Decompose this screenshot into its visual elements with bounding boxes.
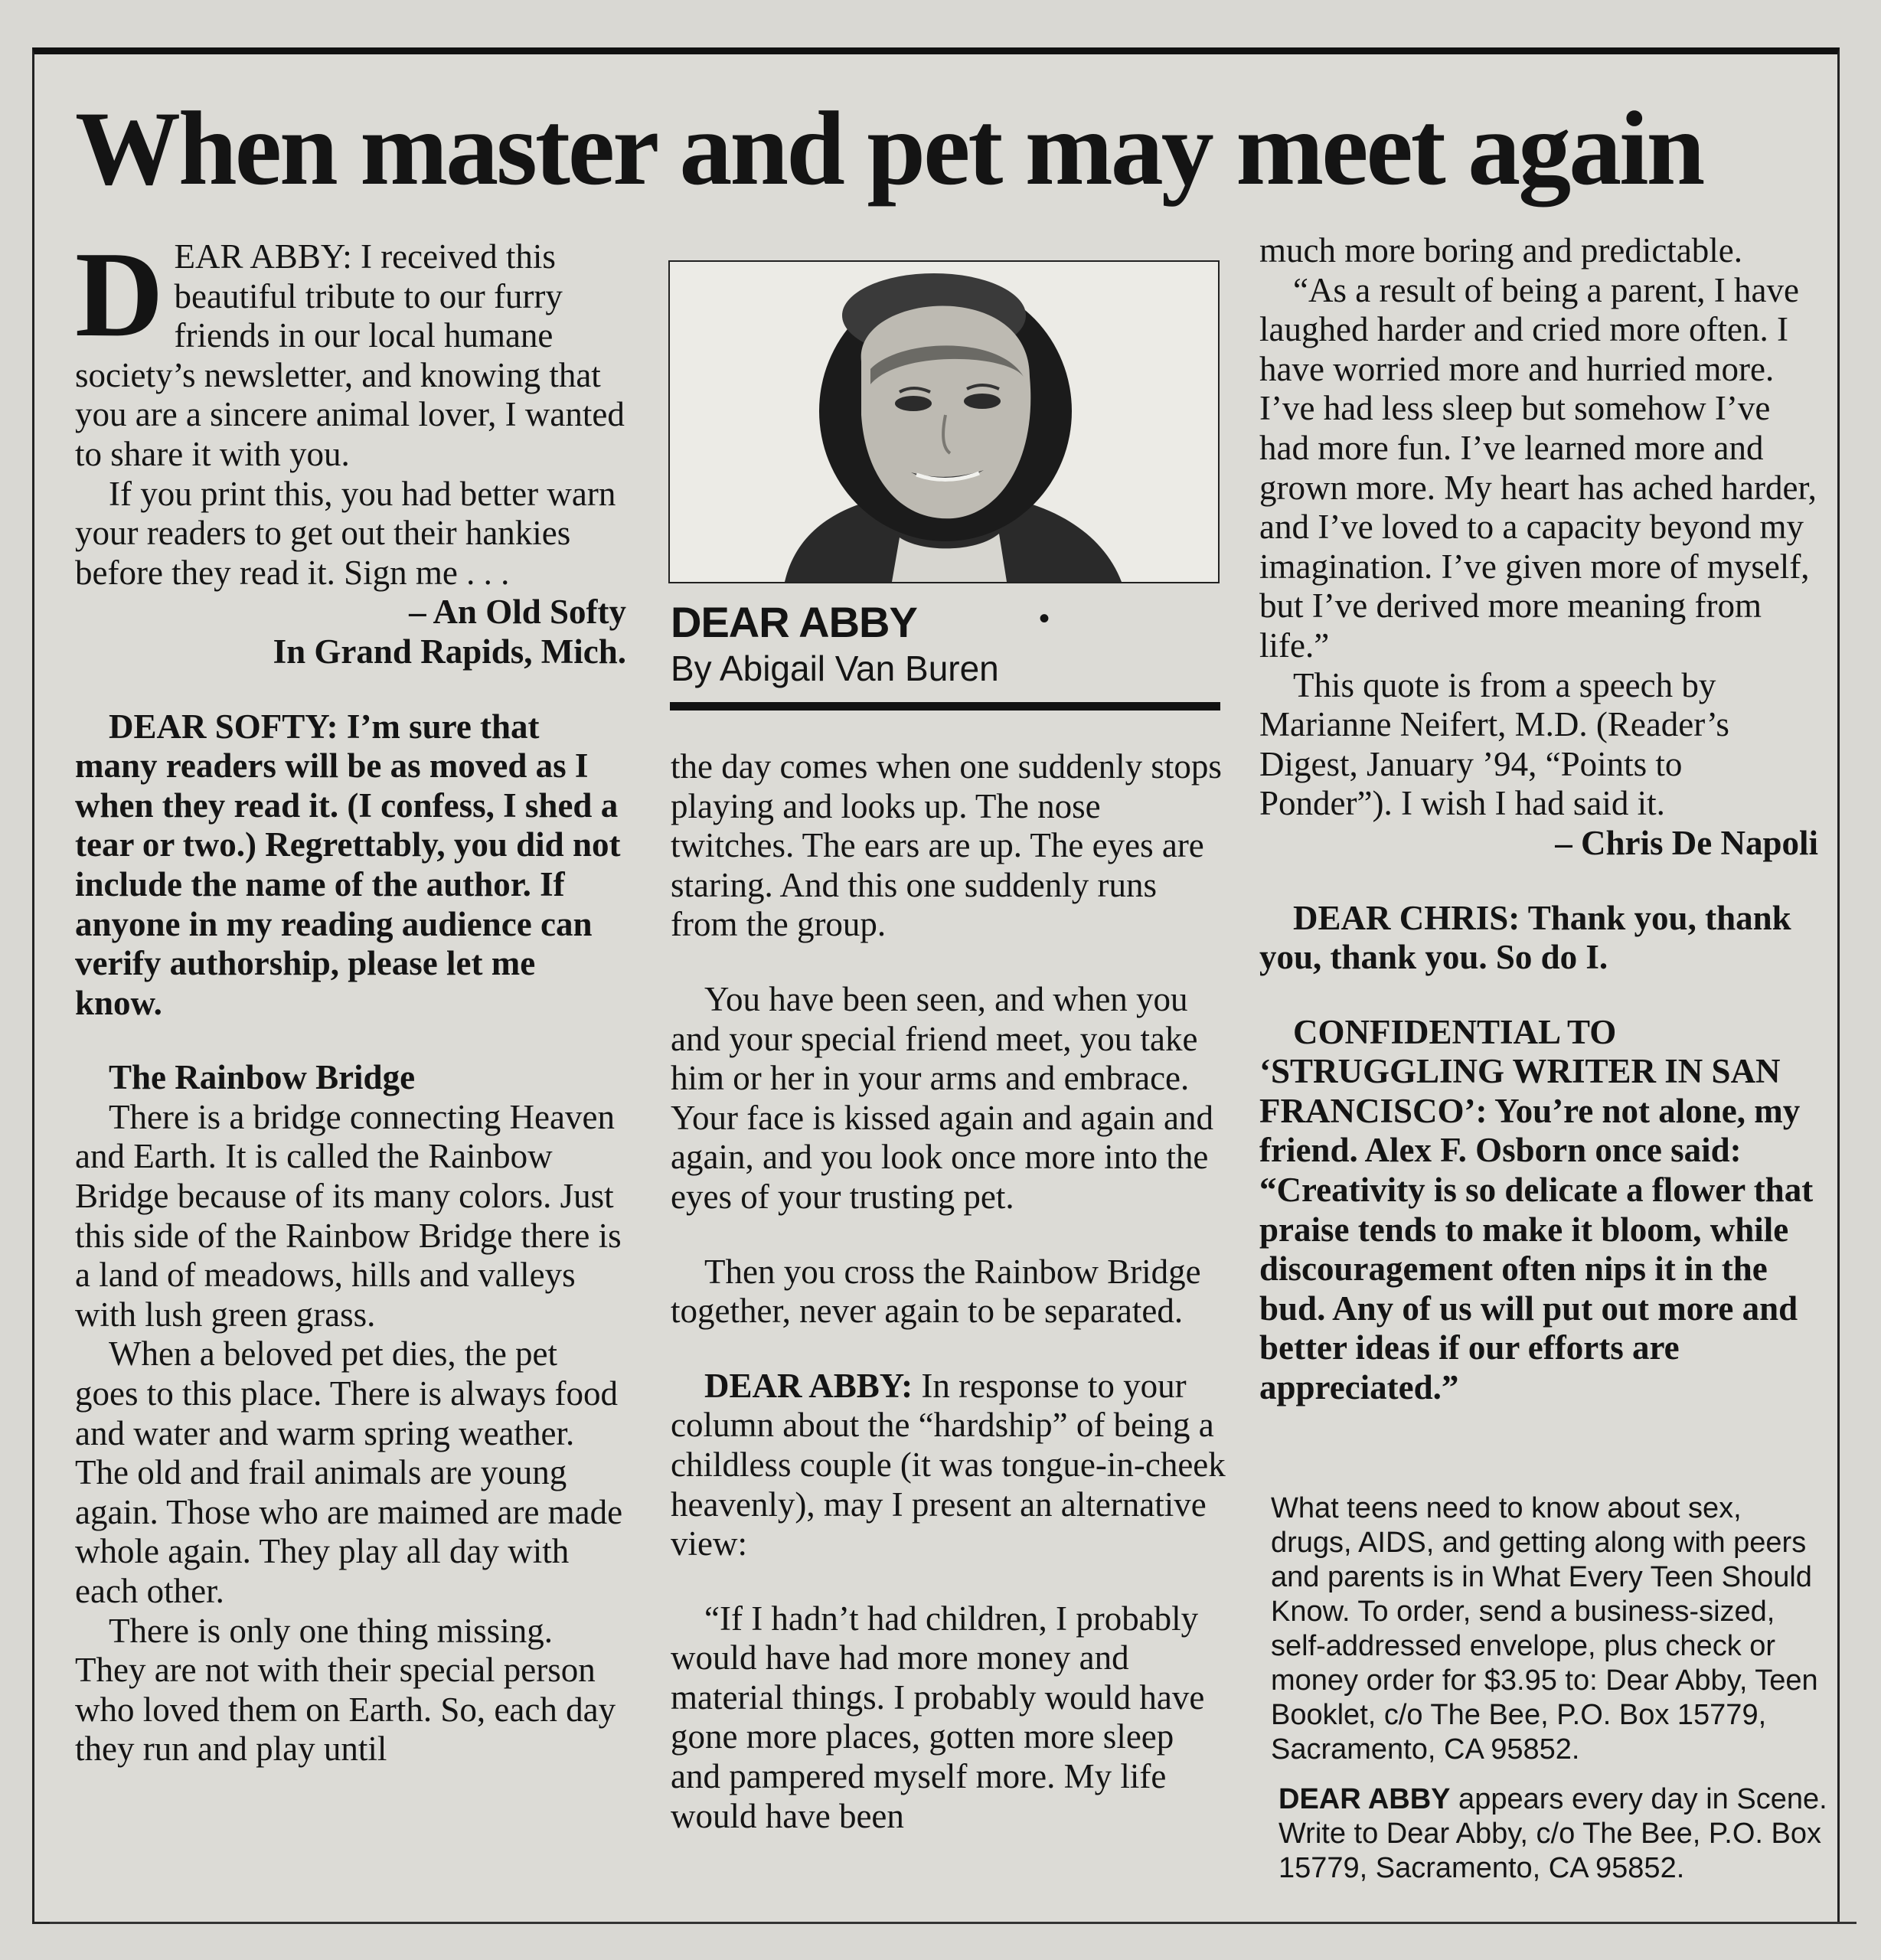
letter-2-p1-text: In response to your column about the “hardship” of being a childless couple (it was tongue-in-cheek heavenly), may I present an alternative view: xyxy=(671,1366,1226,1563)
drop-cap: D xyxy=(75,226,164,362)
column-1 xyxy=(75,226,626,1769)
byline-rule xyxy=(670,702,1220,710)
reply-2: DEAR CHRIS: Thank you, thank you, thank you. So do I. xyxy=(1259,898,1791,977)
letter-1-intro xyxy=(75,226,626,475)
letter-2-p2: “If I hadn’t had children, I probably would have had more money and material things. I probably would have gone more places, gotten more sleep and pampered myself more. My life would have been xyxy=(671,1599,1205,1835)
signature-2: – Chris De Napoli xyxy=(1555,823,1818,862)
poem-p2: When a beloved pet dies, the pet goes to this place. There is always food and water and warm spring weather. The old and frail animals are young again. Those who are maimed are made whole again. They play all day with each other. xyxy=(75,1334,623,1610)
signature-1: – An Old Softy xyxy=(409,593,626,632)
promo-text: What teens need to know about sex, drugs, AIDS, and getting along with peers and parents is in What Every Teen Should Know. To order, send a business-sized, self-addressed envelope, plus check or money order for $3.95 to: Dear Abby, Teen Booklet, c/o The Bee, P.O. Box 15779, Sacramento, CA 95852. xyxy=(1271,1492,1818,1766)
letter-2-p3: “As a result of being a parent, I have laughed harder and cried more often. I have worried more and hurried more. I’ve had less sleep but somehow I’ve had more fun. I’ve learned more and grown more. My heart has ached harder, and I’ve loved to a capacity beyond my imagination. I’ve given more of myself, but I’ve derived more meaning from life.” xyxy=(1259,270,1817,665)
poem-p5: Then you cross the Rainbow Bridge together, never again to be separated. xyxy=(671,1252,1201,1331)
signature-1-location: In Grand Rapids, Mich. xyxy=(273,632,626,671)
reply-1: DEAR SOFTY: I’m sure that many readers will be as moved as I when they read it. (I confess, I shed a tear or two.) Regrettably, you did not include the name of the author. If anyone in my reading audience can verify authorship, please let me know. xyxy=(75,707,621,1022)
letter-1-p2: If you print this, you had better warn your readers to get out their hankies before they read it. Sign me . . . xyxy=(75,474,616,592)
letter-1-intro-text: EAR ABBY: I received this beautiful tribute to our furry friends in our local humane society’s newsletter, and knowing that you are a sincere animal lover, I wanted to share it with you. xyxy=(75,237,625,473)
letter-2-p2-continued: much more boring and predictable. xyxy=(1259,231,1743,270)
column-2 xyxy=(671,747,1226,1836)
letter-2-p1 xyxy=(671,1367,1226,1564)
footer-text xyxy=(1278,1782,1837,1886)
byline-dot: • xyxy=(1039,602,1050,635)
footer-body: appears every day in Scene. Write to Dear Abby, c/o The Bee, P.O. Box 15779, Sacramento, CA 95852. xyxy=(1278,1783,1827,1884)
bottom-rule xyxy=(50,1922,1857,1924)
letter-2-p4: This quote is from a speech by Marianne Neifert, M.D. (Reader’s Digest, January ’94, “Points to Ponder”). I wish I had said it. xyxy=(1259,665,1729,823)
confidential-note: CONFIDENTIAL TO ‘STRUGGLING WRITER IN SAN FRANCISCO’: You’re not alone, my friend. Alex F. Osborn once said: “Creativity is so delicate a flower that praise tends to make it bloom, while discouragement often nips it in the bud. Any of us will put out more and better ideas if our efforts are appreciated.” xyxy=(1259,1012,1814,1407)
portrait-image xyxy=(670,262,1218,582)
poem-p4: You have been seen, and when you and your special friend meet, you take him or her in your arms and embrace. Your face is kissed again and again and again, and you look once more into the eyes of your trusting pet. xyxy=(671,979,1213,1216)
column-3 xyxy=(1259,231,1818,1408)
author-byline: By Abigail Van Buren xyxy=(671,648,999,688)
poem-title: The Rainbow Bridge xyxy=(109,1058,416,1097)
letter-2-lead: DEAR ABBY: xyxy=(704,1366,913,1405)
poem-p1: There is a bridge connecting Heaven and Earth. It is called the Rainbow Bridge because of its many colors. Just this side of the Rainbow Bridge there is a land of meadows, hills and valleys with lush green grass. xyxy=(75,1097,622,1334)
poem-p3-continued: the day comes when one suddenly stops playing and looks up. The nose twitches. The ears are up. The eyes are staring. And this one suddenly runs from the group. xyxy=(671,747,1222,944)
footer-lead: DEAR ABBY xyxy=(1278,1783,1451,1815)
column-footer xyxy=(1278,1782,1837,1886)
teen-booklet-promo xyxy=(1271,1491,1830,1767)
poem-p3: There is only one thing missing. They are not with their special person who loved them on Earth. So, each day they run and play until xyxy=(75,1611,616,1769)
columnist-photo xyxy=(668,260,1220,583)
column-name: DEAR ABBY xyxy=(671,598,917,646)
headline: When master and pet may meet again xyxy=(75,90,1703,207)
